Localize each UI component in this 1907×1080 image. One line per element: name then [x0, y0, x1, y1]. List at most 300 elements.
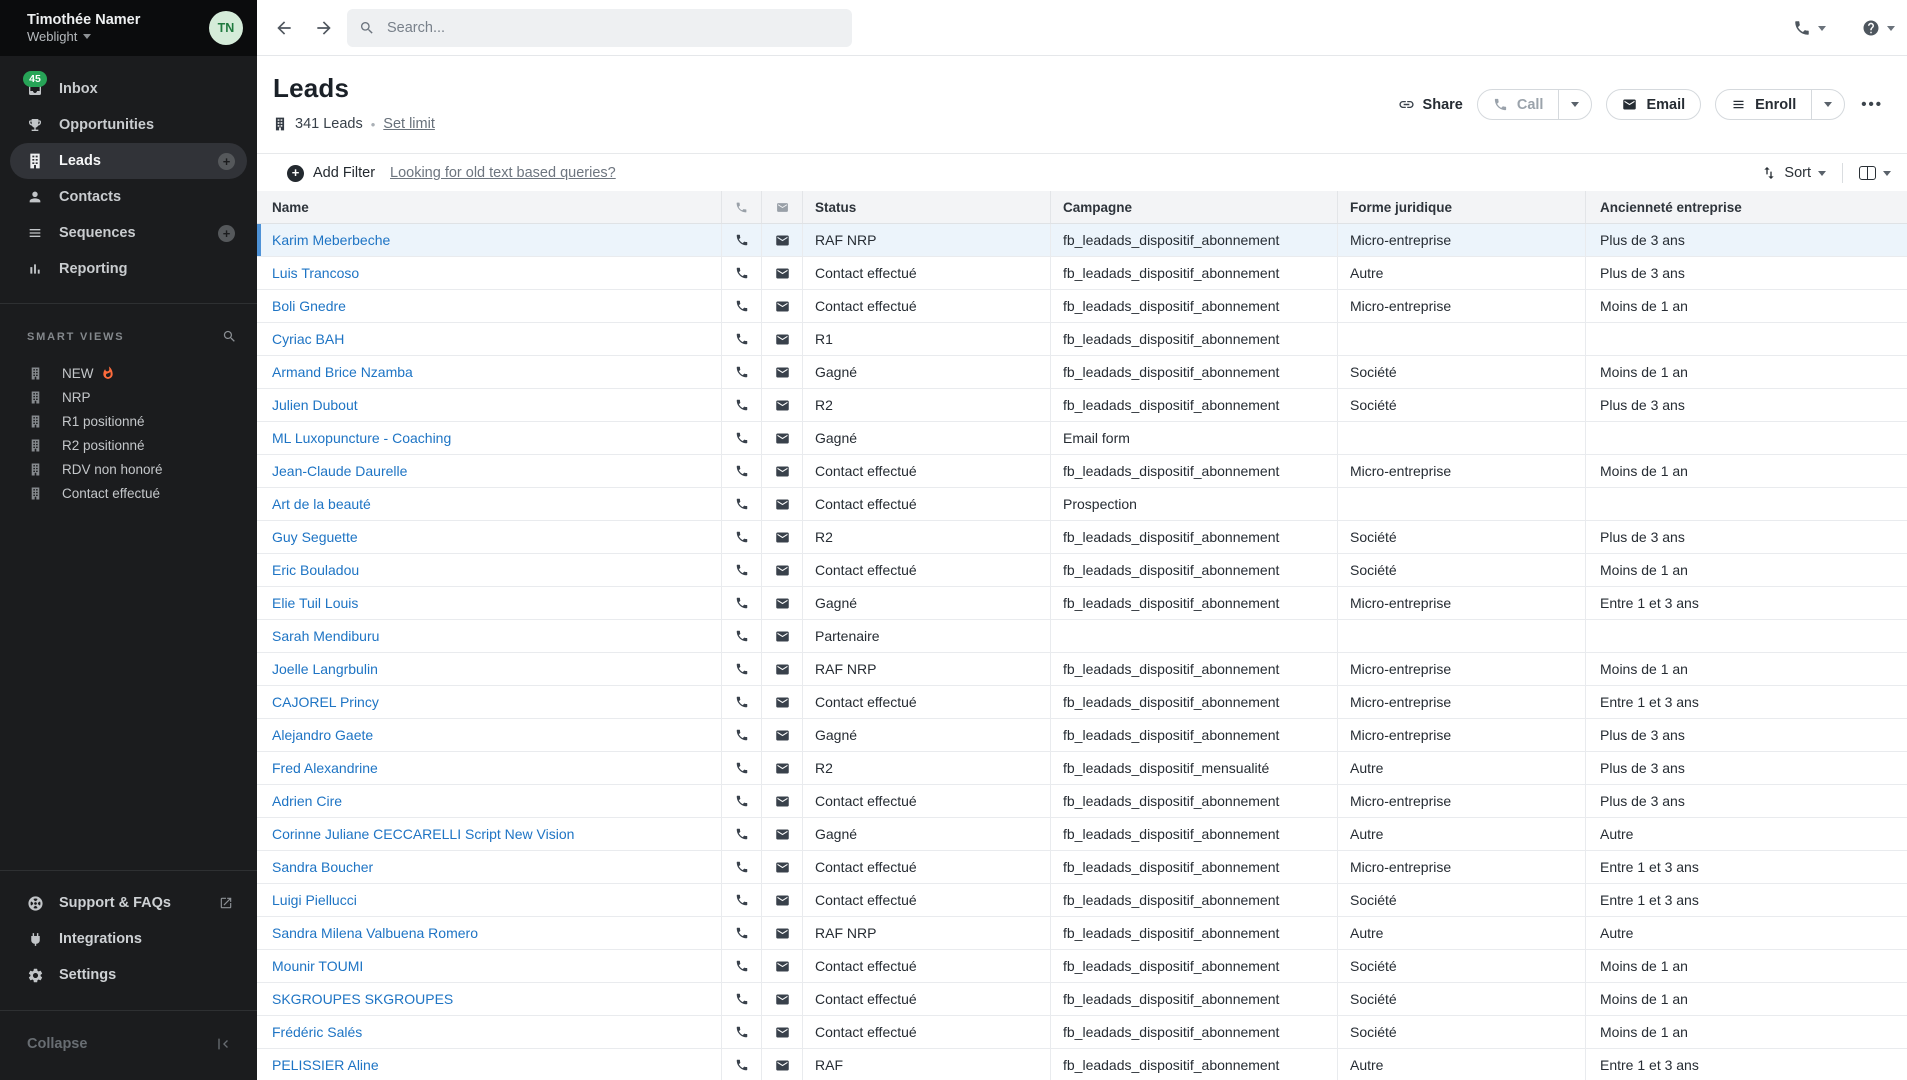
- columns-icon: [1859, 166, 1876, 180]
- envelope-icon: [775, 827, 790, 842]
- lead-forme-juridique: Micro-entreprise: [1338, 224, 1586, 256]
- plus-circle-icon: +: [287, 165, 304, 182]
- table-row[interactable]: [257, 290, 1907, 323]
- email-lead-button[interactable]: [762, 290, 803, 322]
- help-icon: [1862, 19, 1880, 37]
- sidebar-item-inbox[interactable]: 45 Inbox: [10, 71, 247, 107]
- lead-anciennete: [1586, 422, 1907, 454]
- lead-status: Contact effectué: [803, 290, 1051, 322]
- more-options-button[interactable]: •••: [1861, 96, 1883, 113]
- back-arrow-icon[interactable]: [274, 18, 294, 38]
- person-icon: [27, 189, 43, 205]
- phone-icon: [735, 728, 749, 742]
- lead-name-link[interactable]: Julien Dubout: [272, 397, 358, 413]
- sidebar-footer: [10, 885, 247, 993]
- envelope-icon: [775, 992, 790, 1007]
- call-lead-button[interactable]: [722, 323, 762, 355]
- lead-anciennete: Entre 1 et 3 ans: [1600, 694, 1699, 710]
- leads-table-body: [257, 224, 1907, 1080]
- smart-views-title: SMART VIEWS: [27, 330, 125, 343]
- phone-icon: [735, 959, 749, 973]
- global-search[interactable]: [347, 9, 852, 47]
- lead-anciennete: Plus de 3 ans: [1600, 397, 1685, 413]
- envelope-icon: [775, 761, 790, 776]
- lead-campagne: fb_leadads_dispositif_abonnement: [1051, 290, 1338, 322]
- table-row[interactable]: [257, 917, 1907, 950]
- lead-anciennete: Moins de 1 an: [1600, 562, 1688, 578]
- smart-views-header: [27, 329, 237, 344]
- call-lead-button[interactable]: [722, 587, 762, 619]
- column-header-name[interactable]: Name: [257, 191, 722, 223]
- email-lead-button[interactable]: [762, 587, 803, 619]
- envelope-icon: [775, 1058, 790, 1073]
- call-lead-button[interactable]: [722, 488, 762, 520]
- call-lead-button[interactable]: [722, 719, 762, 751]
- lead-status: RAF NRP: [803, 917, 1051, 949]
- envelope-icon: [1622, 97, 1637, 112]
- email-lead-button[interactable]: [762, 851, 803, 883]
- call-lead-button[interactable]: [722, 422, 762, 454]
- envelope-icon: [775, 431, 790, 446]
- lead-forme-juridique: Société: [1338, 950, 1586, 982]
- lead-status: Contact effectué: [803, 950, 1051, 982]
- table-row[interactable]: [257, 1016, 1907, 1049]
- sort-button[interactable]: Sort: [1761, 165, 1826, 181]
- table-row[interactable]: [257, 521, 1907, 554]
- call-dropdown-button[interactable]: [1559, 90, 1591, 119]
- lead-forme-juridique: Micro-entreprise: [1338, 587, 1586, 619]
- lead-name-link[interactable]: Sandra Boucher: [272, 859, 374, 875]
- external-link-icon: [219, 896, 233, 910]
- lead-status: Contact effectué: [803, 257, 1051, 289]
- envelope-icon: [775, 563, 790, 578]
- lead-count: 341 Leads: [295, 116, 363, 132]
- call-lead-button[interactable]: [722, 851, 762, 883]
- help-menu-button[interactable]: [1862, 19, 1895, 37]
- building-icon: [29, 463, 42, 476]
- lead-anciennete: Moins de 1 an: [1600, 364, 1688, 380]
- email-lead-button[interactable]: [762, 719, 803, 751]
- table-row[interactable]: [257, 224, 1907, 257]
- organization-switcher[interactable]: [27, 29, 209, 45]
- lead-name-link[interactable]: Fred Alexandrine: [272, 760, 378, 776]
- lead-anciennete: Plus de 3 ans: [1600, 232, 1685, 248]
- phone-icon: [735, 827, 749, 841]
- lead-forme-juridique: Micro-entreprise: [1338, 686, 1586, 718]
- call-lead-button[interactable]: [722, 389, 762, 421]
- chevron-down-icon: [1887, 26, 1895, 31]
- call-lead-button[interactable]: [722, 818, 762, 850]
- lead-name-link[interactable]: Corinne Juliane CECCARELLI Script New Vision: [272, 826, 575, 842]
- lead-forme-juridique: [1338, 488, 1586, 520]
- lead-status: Gagné: [803, 719, 1051, 751]
- divider: [0, 1010, 257, 1011]
- lead-status: Contact effectué: [803, 884, 1051, 916]
- call-lead-button[interactable]: [722, 686, 762, 718]
- email-lead-button[interactable]: [762, 554, 803, 586]
- envelope-icon: [775, 398, 790, 413]
- phone-icon: [735, 201, 748, 214]
- email-lead-button[interactable]: [762, 521, 803, 553]
- collapse-to-left-icon: [215, 1036, 231, 1052]
- table-row[interactable]: [257, 323, 1907, 356]
- email-button[interactable]: Email: [1607, 90, 1700, 119]
- email-lead-button[interactable]: [762, 224, 803, 256]
- envelope-icon: [775, 530, 790, 545]
- collapse-sidebar-button[interactable]: Collapse: [10, 1026, 247, 1062]
- email-lead-button[interactable]: [762, 983, 803, 1015]
- table-row[interactable]: [257, 653, 1907, 686]
- lead-name-link[interactable]: ML Luxopuncture - Coaching: [272, 430, 452, 446]
- phone-icon: [735, 332, 749, 346]
- table-row[interactable]: [257, 785, 1907, 818]
- phone-menu-button[interactable]: [1793, 19, 1826, 37]
- table-row[interactable]: [257, 1049, 1907, 1080]
- sidebar-item-support-faqs[interactable]: Support & FAQs: [10, 885, 247, 921]
- lead-forme-juridique: Micro-entreprise: [1338, 455, 1586, 487]
- lead-forme-juridique: Autre: [1338, 257, 1586, 289]
- lead-name-link[interactable]: Joelle Langrbulin: [272, 661, 378, 677]
- call-lead-button[interactable]: [722, 1049, 762, 1080]
- lead-status: RAF NRP: [803, 224, 1051, 256]
- lead-name-link[interactable]: Eric Bouladou: [272, 562, 360, 578]
- lead-forme-juridique: Société: [1338, 356, 1586, 388]
- add-icon[interactable]: +: [218, 153, 235, 170]
- call-button[interactable]: Call: [1478, 90, 1559, 119]
- user-name: Timothée Namer: [27, 11, 141, 28]
- call-lead-button[interactable]: [722, 224, 762, 256]
- table-row[interactable]: [257, 389, 1907, 422]
- call-lead-button[interactable]: [722, 983, 762, 1015]
- lead-anciennete: Plus de 3 ans: [1600, 265, 1685, 281]
- call-lead-button[interactable]: [722, 257, 762, 289]
- dot-separator: •: [370, 116, 376, 132]
- plug-icon: [27, 931, 44, 948]
- flame-icon: [101, 366, 115, 380]
- lead-anciennete: [1586, 488, 1907, 520]
- phone-icon: [1793, 19, 1811, 37]
- lead-campagne: fb_leadads_dispositif_abonnement: [1051, 224, 1338, 256]
- building-icon: [273, 117, 287, 131]
- call-lead-button[interactable]: [722, 653, 762, 685]
- lead-name-link[interactable]: Frédéric Salés: [272, 1024, 363, 1040]
- divider: [1842, 163, 1843, 183]
- table-row[interactable]: [257, 620, 1907, 653]
- lead-campagne: fb_leadads_dispositif_abonnement: [1051, 950, 1338, 982]
- lead-anciennete: Moins de 1 an: [1600, 1024, 1688, 1040]
- phone-icon: [735, 233, 749, 247]
- call-lead-button[interactable]: [722, 1016, 762, 1048]
- column-header-campagne[interactable]: Campagne: [1051, 191, 1338, 223]
- chevron-down-icon: [1818, 26, 1826, 31]
- email-lead-button[interactable]: [762, 620, 803, 652]
- lead-anciennete: Moins de 1 an: [1600, 463, 1688, 479]
- forward-arrow-icon[interactable]: [314, 18, 334, 38]
- table-row[interactable]: [257, 488, 1907, 521]
- envelope-icon: [775, 926, 790, 941]
- page-actions: [1398, 89, 1885, 120]
- table-row[interactable]: [257, 587, 1907, 620]
- lead-name-link[interactable]: Elie Tuil Louis: [272, 595, 359, 611]
- phone-icon: [735, 662, 749, 676]
- lead-status: Contact effectué: [803, 554, 1051, 586]
- lead-anciennete: Moins de 1 an: [1600, 958, 1688, 974]
- lead-status: Partenaire: [803, 620, 1051, 652]
- column-header-email[interactable]: [762, 191, 803, 223]
- table-row[interactable]: [257, 950, 1907, 983]
- lead-name-link[interactable]: Art de la beauté: [272, 496, 371, 512]
- set-limit-link[interactable]: Set limit: [383, 116, 435, 132]
- lead-status: Gagné: [803, 422, 1051, 454]
- lead-forme-juridique: Autre: [1338, 818, 1586, 850]
- chevron-down-icon: [1824, 102, 1832, 107]
- email-lead-button[interactable]: [762, 1049, 803, 1080]
- email-lead-button[interactable]: [762, 917, 803, 949]
- call-lead-button[interactable]: [722, 785, 762, 817]
- lead-status: R2: [803, 389, 1051, 421]
- smart-view-new[interactable]: NEW: [10, 361, 247, 385]
- lead-forme-juridique: Autre: [1338, 917, 1586, 949]
- divider: [0, 870, 257, 871]
- call-lead-button[interactable]: [722, 290, 762, 322]
- call-lead-button[interactable]: [722, 620, 762, 652]
- lead-name-link[interactable]: Boli Gnedre: [272, 298, 346, 314]
- enroll-split-button: [1715, 89, 1845, 120]
- smart-view-r2-positionn[interactable]: R2 positionné: [10, 433, 247, 457]
- add-icon[interactable]: +: [218, 225, 235, 242]
- phone-icon: [735, 992, 749, 1006]
- lead-name-link[interactable]: Luigi Piellucci: [272, 892, 357, 908]
- email-lead-button[interactable]: [762, 884, 803, 916]
- lead-name-link[interactable]: Luis Trancoso: [272, 265, 360, 281]
- email-lead-button[interactable]: [762, 257, 803, 289]
- lead-name-link[interactable]: Cyriac BAH: [272, 331, 345, 347]
- lead-anciennete: Plus de 3 ans: [1600, 529, 1685, 545]
- building-icon: [29, 367, 42, 380]
- lead-campagne: fb_leadads_dispositif_abonnement: [1051, 455, 1338, 487]
- enroll-button[interactable]: Enroll: [1716, 90, 1811, 119]
- lead-name-link[interactable]: Sarah Mendiburu: [272, 628, 380, 644]
- lead-campagne: Email form: [1051, 422, 1338, 454]
- phone-icon: [735, 629, 749, 643]
- sidebar-nav: [10, 71, 247, 287]
- sidebar-item-settings[interactable]: Settings: [10, 957, 247, 993]
- lead-status: Contact effectué: [803, 785, 1051, 817]
- lead-campagne: fb_leadads_dispositif_abonnement: [1051, 554, 1338, 586]
- lead-campagne: fb_leadads_dispositif_abonnement: [1051, 1049, 1338, 1080]
- lead-status: R1: [803, 323, 1051, 355]
- building-icon: [29, 439, 42, 452]
- call-lead-button[interactable]: [722, 917, 762, 949]
- lead-anciennete: [1586, 620, 1907, 652]
- call-lead-button[interactable]: [722, 884, 762, 916]
- phone-icon: [735, 563, 749, 577]
- phone-icon: [735, 431, 749, 445]
- email-lead-button[interactable]: [762, 1016, 803, 1048]
- email-lead-button[interactable]: [762, 686, 803, 718]
- phone-icon: [735, 398, 749, 412]
- table-row[interactable]: [257, 884, 1907, 917]
- lead-anciennete: Autre: [1600, 925, 1634, 941]
- building-icon: [29, 415, 42, 428]
- phone-icon: [735, 365, 749, 379]
- list-icon: [1731, 97, 1746, 112]
- sidebar-item-reporting[interactable]: Reporting: [10, 251, 247, 287]
- lead-status: Contact effectué: [803, 1016, 1051, 1048]
- gear-icon: [27, 967, 44, 984]
- table-row[interactable]: [257, 554, 1907, 587]
- lead-name-link[interactable]: Adrien Cire: [272, 793, 343, 809]
- old-queries-link[interactable]: Looking for old text based queries?: [390, 165, 616, 181]
- table-row[interactable]: [257, 851, 1907, 884]
- lead-status: Gagné: [803, 587, 1051, 619]
- avatar[interactable]: TN: [209, 11, 243, 45]
- column-header-forme-juridique[interactable]: Forme juridique: [1338, 191, 1586, 223]
- email-lead-button[interactable]: [762, 356, 803, 388]
- account-menu[interactable]: [0, 0, 257, 56]
- page-header: [257, 56, 1907, 153]
- lead-forme-juridique: Micro-entreprise: [1338, 785, 1586, 817]
- share-button[interactable]: Share: [1398, 96, 1463, 113]
- envelope-icon: [775, 662, 790, 677]
- call-lead-button[interactable]: [722, 455, 762, 487]
- lead-anciennete: Entre 1 et 3 ans: [1600, 892, 1699, 908]
- lead-forme-juridique: Autre: [1338, 752, 1586, 784]
- add-filter-button[interactable]: + Add Filter: [287, 154, 375, 192]
- table-row[interactable]: [257, 356, 1907, 389]
- email-lead-button[interactable]: [762, 752, 803, 784]
- lead-name-link[interactable]: Sandra Milena Valbuena Romero: [272, 925, 478, 941]
- lead-name-link[interactable]: Karim Meberbeche: [272, 232, 391, 248]
- email-button-pill: [1606, 89, 1701, 120]
- chevron-down-icon: [83, 34, 91, 39]
- life-ring-icon: [27, 895, 44, 912]
- lead-name-link[interactable]: CAJOREL Princy: [272, 694, 379, 710]
- smart-view-nrp[interactable]: NRP: [10, 385, 247, 409]
- lead-forme-juridique: Société: [1338, 884, 1586, 916]
- lead-status: Contact effectué: [803, 851, 1051, 883]
- lead-forme-juridique: Micro-entreprise: [1338, 290, 1586, 322]
- table-row[interactable]: [257, 257, 1907, 290]
- lead-name-link[interactable]: SKGROUPES SKGROUPES: [272, 991, 454, 1007]
- call-split-button: [1477, 89, 1593, 120]
- lead-name-link[interactable]: Jean-Claude Daurelle: [272, 463, 408, 479]
- lead-campagne: fb_leadads_dispositif_abonnement: [1051, 587, 1338, 619]
- phone-icon: [735, 530, 749, 544]
- lead-name-link[interactable]: PELISSIER Aline: [272, 1057, 379, 1073]
- chevron-down-icon: [1818, 171, 1826, 176]
- lead-name-link[interactable]: Mounir TOUMI: [272, 958, 364, 974]
- lead-anciennete: Plus de 3 ans: [1600, 727, 1685, 743]
- lead-name-link[interactable]: Alejandro Gaete: [272, 727, 374, 743]
- email-lead-button[interactable]: [762, 389, 803, 421]
- column-header-anciennete[interactable]: Ancienneté entreprise: [1600, 199, 1742, 215]
- phone-icon: [735, 695, 749, 709]
- column-header-status[interactable]: Status: [803, 191, 1051, 223]
- lead-anciennete: Autre: [1600, 826, 1634, 842]
- lead-count-row: [273, 116, 435, 132]
- lead-name-link[interactable]: Guy Seguette: [272, 529, 358, 545]
- email-lead-button[interactable]: [762, 455, 803, 487]
- phone-icon: [735, 299, 749, 313]
- chevron-down-icon: [1883, 171, 1891, 176]
- envelope-icon: [775, 629, 790, 644]
- envelope-icon: [775, 728, 790, 743]
- lead-status: RAF: [803, 1049, 1051, 1080]
- smart-view-r1-positionn[interactable]: R1 positionné: [10, 409, 247, 433]
- filter-bar: [257, 153, 1907, 191]
- call-lead-button[interactable]: [722, 554, 762, 586]
- lead-name-link[interactable]: Armand Brice Nzamba: [272, 364, 413, 380]
- search-input[interactable]: [385, 19, 840, 37]
- smart-view-rdv-non-honor[interactable]: RDV non honoré: [10, 457, 247, 481]
- email-lead-button[interactable]: [762, 950, 803, 982]
- lead-campagne: fb_leadads_dispositif_abonnement: [1051, 257, 1338, 289]
- lead-forme-juridique: [1338, 422, 1586, 454]
- lead-forme-juridique: [1338, 323, 1586, 355]
- smart-views-list: [10, 361, 247, 505]
- email-lead-button[interactable]: [762, 488, 803, 520]
- lead-status: Contact effectué: [803, 686, 1051, 718]
- email-lead-button[interactable]: [762, 323, 803, 355]
- lead-forme-juridique: Micro-entreprise: [1338, 719, 1586, 751]
- sidebar-item-sequences[interactable]: Sequences +: [10, 215, 247, 251]
- sidebar-item-opportunities[interactable]: Opportunities: [10, 107, 247, 143]
- envelope-icon: [775, 332, 790, 347]
- phone-icon: [735, 794, 749, 808]
- phone-icon: [735, 1058, 749, 1072]
- email-lead-button[interactable]: [762, 422, 803, 454]
- column-header-phone[interactable]: [722, 191, 762, 223]
- smart-view-contact-effectu[interactable]: Contact effectué: [10, 481, 247, 505]
- email-lead-button[interactable]: [762, 653, 803, 685]
- lead-status: RAF NRP: [803, 653, 1051, 685]
- table-row[interactable]: [257, 752, 1907, 785]
- sidebar-item-leads[interactable]: Leads +: [10, 143, 247, 179]
- lead-forme-juridique: Société: [1338, 554, 1586, 586]
- phone-icon: [735, 497, 749, 511]
- email-lead-button[interactable]: [762, 818, 803, 850]
- lead-campagne: Prospection: [1051, 488, 1338, 520]
- call-lead-button[interactable]: [722, 356, 762, 388]
- lead-anciennete: Moins de 1 an: [1600, 661, 1688, 677]
- call-lead-button[interactable]: [722, 950, 762, 982]
- table-row[interactable]: [257, 422, 1907, 455]
- table-row[interactable]: [257, 818, 1907, 851]
- call-lead-button[interactable]: [722, 521, 762, 553]
- table-row[interactable]: [257, 719, 1907, 752]
- call-lead-button[interactable]: [722, 752, 762, 784]
- envelope-icon: [775, 464, 790, 479]
- sidebar-item-contacts[interactable]: Contacts: [10, 179, 247, 215]
- sort-arrows-icon: [1761, 165, 1777, 181]
- lead-campagne: fb_leadads_dispositif_abonnement: [1051, 323, 1338, 355]
- envelope-icon: [775, 233, 790, 248]
- lead-forme-juridique: Micro-entreprise: [1338, 851, 1586, 883]
- envelope-icon: [776, 201, 789, 214]
- columns-button[interactable]: [1859, 166, 1891, 180]
- lead-forme-juridique: Société: [1338, 389, 1586, 421]
- table-row[interactable]: [257, 983, 1907, 1016]
- table-row[interactable]: [257, 686, 1907, 719]
- lead-campagne: fb_leadads_dispositif_abonnement: [1051, 389, 1338, 421]
- table-row[interactable]: [257, 455, 1907, 488]
- enroll-dropdown-button[interactable]: [1812, 90, 1844, 119]
- lead-campagne: fb_leadads_dispositif_abonnement: [1051, 356, 1338, 388]
- email-lead-button[interactable]: [762, 785, 803, 817]
- search-icon[interactable]: [222, 329, 237, 344]
- sidebar-item-integrations[interactable]: Integrations: [10, 921, 247, 957]
